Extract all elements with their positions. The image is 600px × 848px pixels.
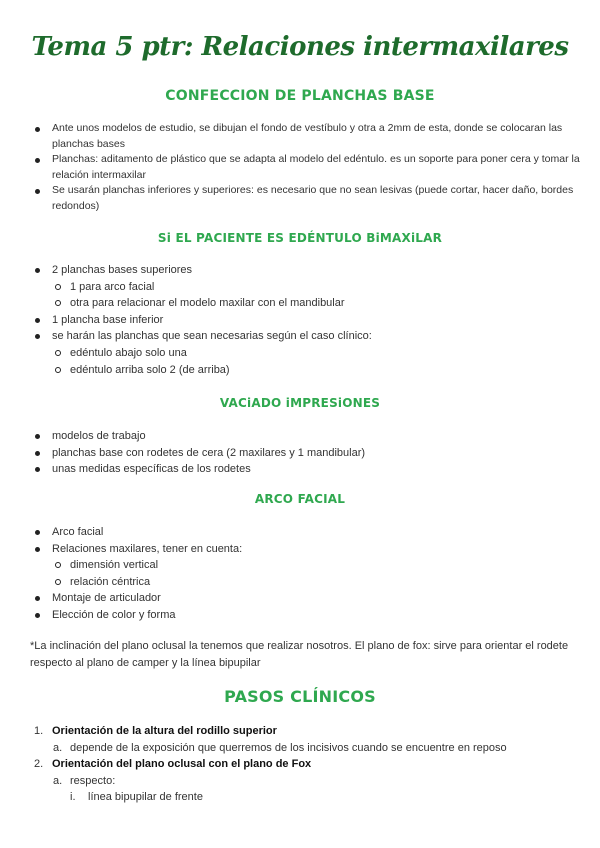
section-heading-vaciado: VACiADO iMPRESiONES [219,396,381,410]
planchas-list [0,121,600,214]
list-item: Montaje de articulador [0,590,600,607]
note-paragraph: *La inclinación del plano oclusal la tenemos que realizar nosotros. El plano de fox: sirve para orientar el rodete respecto al plano de camper y la línea bipupilar [30,640,569,669]
sub-list-item: relación céntrica [0,574,600,591]
list-item: Relaciones maxilares, tener en cuenta: [0,541,600,558]
arco-list [0,524,600,624]
list-item: planchas base con rodetes de cera (2 maxilares y 1 mandibular) [0,445,600,462]
list-item: unas medidas específicas de los rodetes [0,461,600,478]
section-heading-arco: ARCO FACIAL [254,492,346,506]
section-heading-planchas: CONFECCION DE PLANCHAS BASE [165,88,435,104]
sub-list-item: otra para relacionar el modelo maxilar con el mandibular [0,295,600,312]
step-text: línea bipupilar de frente [88,791,203,804]
list-item: Se usarán planchas inferiores y superiores: es necesario que no sean lesivas (puede cortar, hacer daño, bordes redondos) [0,183,600,214]
page-title: Tema 5 ptr: Relaciones intermaxilares [31,32,569,62]
section-heading-pasos: PASOS CLÍNICOS [224,687,376,706]
list-item: Arco facial [0,524,600,541]
list-item [0,756,600,773]
step-title: Orientación del plano oclusal con el plano de Fox [52,758,312,771]
sub-list-item: dimensión vertical [0,557,600,574]
list-item: modelos de trabajo [0,428,600,445]
bimaxilar-list [0,262,600,378]
sub-list-item: edéntulo arriba solo 2 (de arriba) [0,362,600,379]
list-marker: a. [53,774,63,787]
list-item: Ante unos modelos de estudio, se dibujan el fondo de vestíbulo y otra a 2mm de esta, donde se colocaran las planchas bases [0,121,600,152]
sub-list-item: 1 para arco facial [0,279,600,296]
list-marker: 2. [34,758,44,771]
step-title: Orientación de la altura del rodillo superior [52,725,277,737]
list-item [0,723,600,740]
list-marker: a. [53,741,63,754]
list-item: se harán las planchas que sean necesarias según el caso clínico: [0,328,600,345]
list-marker: i. [70,791,76,804]
vaciado-list [0,428,600,478]
sub-list-item [0,740,600,757]
step-text: depende de la exposición que querremos de los incisivos cuando se encuentre en reposo [70,741,507,754]
sub-list-item [0,773,600,790]
list-item: Planchas: aditamento de plástico que se adapta al modelo del edéntulo. es un soporte para poner cera y tomar la relación intermaxilar [0,152,600,183]
step-text: respecto: [70,774,116,787]
sub-sub-list-item [0,789,600,806]
sub-list-item: edéntulo abajo solo una [0,345,600,362]
list-item: 1 plancha base inferior [0,312,600,329]
list-marker: 1. [34,725,44,737]
section-heading-bimaxilar: Si EL PACIENTE ES EDÉNTULO BiMAXiLAR [157,231,443,245]
list-item: 2 planchas bases superiores [0,262,600,279]
pasos-list [0,723,600,806]
list-item: Elección de color y forma [0,607,600,624]
